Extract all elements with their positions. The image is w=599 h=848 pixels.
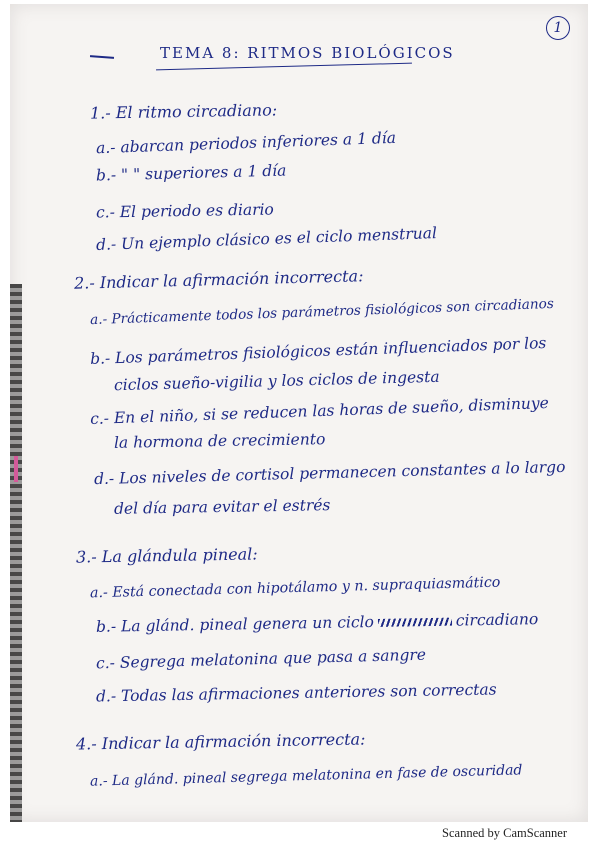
question-2-option-b: b.- Los parámetros fisiológicos están influenciados por los bbox=[89, 334, 547, 368]
question-3-option-b-text: b.- La glánd. pineal genera un ciclo bbox=[95, 613, 374, 636]
question-3-option-b-end: circadiano bbox=[455, 610, 539, 630]
page-title: TEMA 8: RITMOS BIOLÓGICOS bbox=[160, 44, 455, 62]
crossed-out-scribble bbox=[378, 618, 452, 627]
question-2-option-d: d.- Los niveles de cortisol permanecen constantes a lo largo bbox=[93, 457, 566, 489]
question-3-option-c: c.- Segrega melatonina que pasa a sangre bbox=[95, 645, 427, 673]
page-number: 1 bbox=[546, 16, 570, 40]
question-1-stem: 1.- El ritmo circadiano: bbox=[89, 100, 278, 123]
question-4-option-a: a.- La glánd. pineal segrega melatonina en fase de oscuridad bbox=[89, 762, 523, 790]
title-dash bbox=[90, 55, 114, 59]
title-underline bbox=[156, 63, 412, 71]
question-3-option-d: d.- Todas las afirmaciones anteriores son correctas bbox=[95, 680, 497, 706]
question-1-option-d: d.- Un ejemplo clásico es el ciclo menstrual bbox=[95, 224, 438, 254]
question-3-stem: 3.- La glándula pineal: bbox=[75, 544, 258, 567]
question-2-stem: 2.- Indicar la afirmación incorrecta: bbox=[73, 266, 364, 293]
question-2-option-c-cont: la hormona de crecimiento bbox=[113, 430, 326, 452]
question-1-option-c: c.- El periodo es diario bbox=[95, 200, 274, 222]
question-2-option-a: a.- Prácticamente todos los parámetros fisiológicos son circadianos bbox=[89, 295, 555, 329]
question-1-option-b: b.- " " superiores a 1 día bbox=[95, 161, 287, 185]
notebook-page bbox=[10, 4, 588, 822]
question-4-stem: 4.- Indicar la afirmación incorrecta: bbox=[75, 729, 366, 754]
spiral-binding bbox=[10, 284, 22, 822]
question-3-option-b bbox=[96, 610, 538, 636]
question-2-option-d-cont: del día para evitar el estrés bbox=[113, 496, 331, 518]
scanner-watermark: Scanned by CamScanner bbox=[442, 826, 567, 840]
question-2-option-b-cont: ciclos sueño-vigilia y los ciclos de ingesta bbox=[113, 367, 440, 395]
question-1-option-a: a.- abarcan periodos inferiores a 1 día bbox=[95, 128, 397, 158]
question-3-option-a: a.- Está conectada con hipotálamo y n. supraquiasmático bbox=[89, 574, 501, 602]
question-2-option-c: c.- En el niño, si se reducen las horas de sueño, disminuye bbox=[89, 393, 550, 429]
pink-margin-mark bbox=[14, 456, 18, 482]
